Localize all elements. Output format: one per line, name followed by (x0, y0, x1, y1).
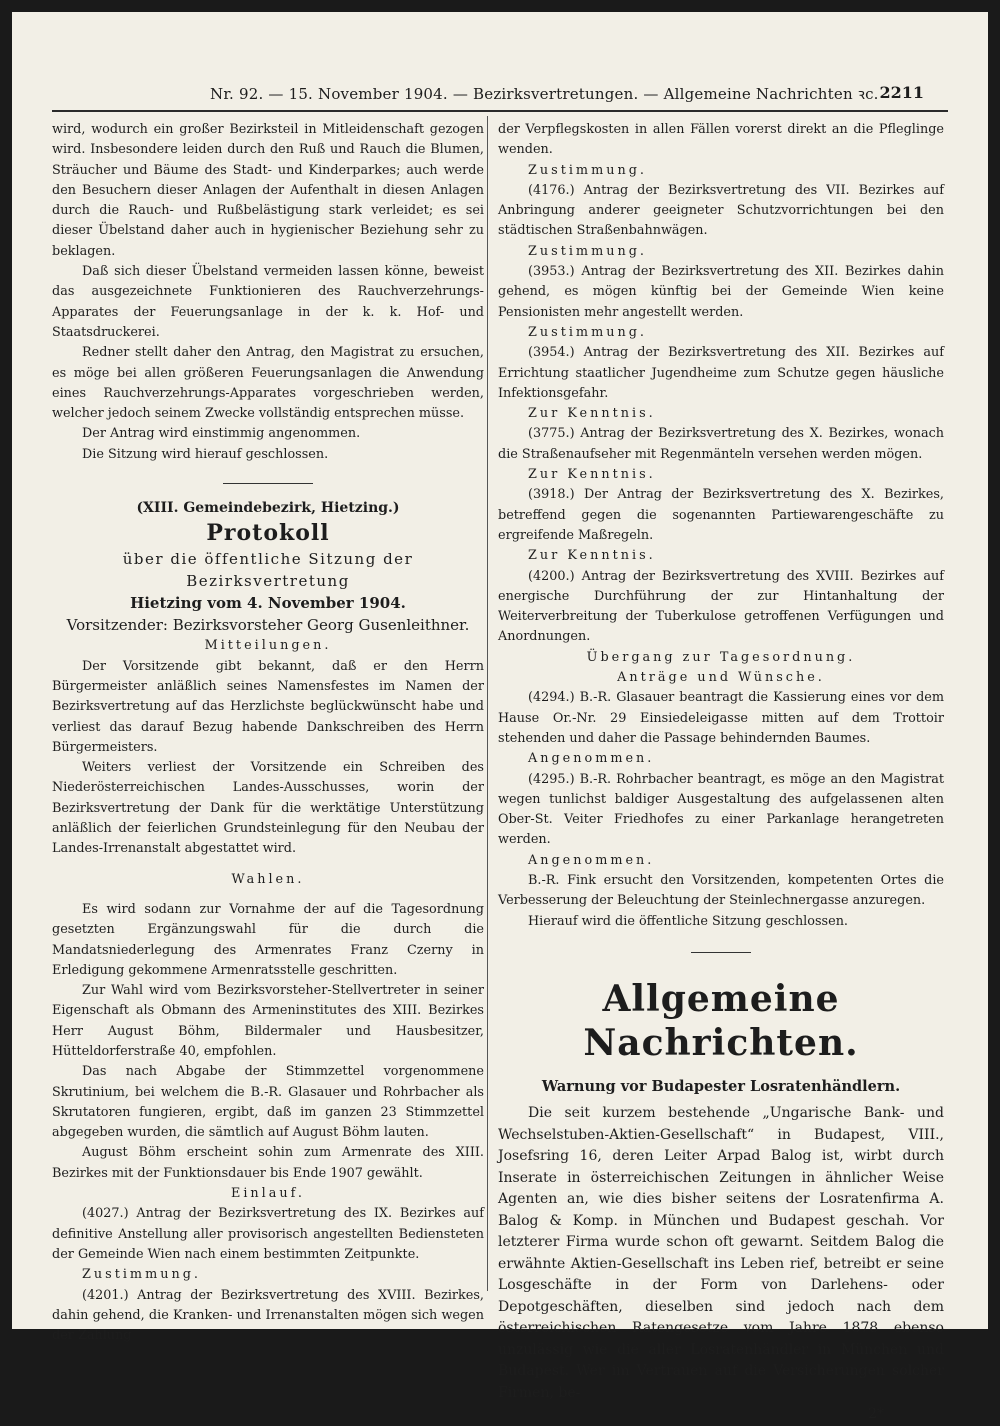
paragraph: Hierauf wird die öffentliche Sitzung geschlossen. (528, 913, 848, 929)
paragraph: (4027.) Antrag der Bezirksvertretung des IX. Bezirkes auf definitive Anstellung aller provisorisch angestellten Bediensteten der Gemeinde Wien nach einem bestimmten Zeitpunkte. (52, 1206, 484, 1262)
paragraph: der Verpflegskosten in allen Fällen vorerst direkt an die Pfleglinge wenden. (498, 122, 944, 158)
section-title: Allgemeine Nachrichten. (583, 977, 859, 1064)
newspaper-page (12, 12, 988, 1423)
right-column (498, 120, 944, 1426)
decision-line: Zustimmung. (82, 1267, 201, 1283)
decision-line: Zur Kenntnis. (528, 406, 656, 422)
subheading-antraege: Anträge und Wünsche. (617, 670, 825, 686)
paragraph: Das nach Abgabe der Stimmzettel vorgenommene Skrutinium, bei welchem die B.-R. Glasauer und Rohrbacher als Skrutatoren fungieren, ergibt, daß im ganzen 23 Stimmzettel abgegeben wurden, die sämtlich auf August Böhm lauten. (52, 1064, 484, 1141)
signature-mark: 2* (868, 1406, 884, 1423)
separator-rule (691, 952, 751, 953)
paragraph: Die Sitzung wird hierauf geschlossen. (82, 446, 329, 462)
paragraph: (3954.) Antrag der Bezirksvertretung des XII. Bezirkes auf Errichtung staatlicher Jugendheime zum Schutze gegen häusliche Infektionsgefahr. (498, 345, 944, 401)
subtitle-line: über die öffentliche Sitzung der Bezirksvertretung (122, 550, 414, 591)
decision-line: Angenommen. (528, 852, 655, 868)
subheading-einlauf: Einlauf. (231, 1186, 305, 1202)
decision-line: Zustimmung. (528, 162, 647, 178)
paragraph: Zur Wahl wird vom Bezirksvorsteher-Stellvertreter in seiner Eigenschaft als Obmann des Armeninstitutes des XIII. Bezirkes Herr August Böhm, Bildermaler und Hausbesitzer, Hütteldorferstraße 40, empfohlen. (52, 983, 484, 1059)
article-title: Warnung vor Budapester Losratenhändlern. (541, 1077, 901, 1095)
page-number: 2211 (879, 83, 924, 102)
decision-line: Angenommen. (528, 751, 655, 767)
paragraph: wird, wodurch ein großer Bezirksteil in Mitleidenschaft gezogen wird. Insbesondere leiden durch den Ruß und Rauch die Blumen, Sträucher und Bäume des Stadt- und Kinderparkes; auch werde den Besuchern dieser Anlagen der Aufenthalt in diesen Anlagen durch die Rauch- und Rußbelästigung stark verleidet; es sei dieser Übelstand daher auch in hygienischer Beziehung sehr zu beklagen. (52, 122, 484, 259)
paragraph: Weiters verliest der Vorsitzende ein Schreiben des Niederösterreichischen Landes-Ausschusses, worin der Bezirksvertretung der Dank für die werktätige Unterstützung anläßlich der feierlichen Grundsteinlegung für den Neubau der Landes-Irrenanstalt abgestattet wird. (52, 760, 484, 857)
protokoll-title: Protokoll (206, 520, 330, 547)
column-divider (487, 116, 488, 1291)
paragraph: Redner stellt daher den Antrag, den Magistrat zu ersuchen, es möge bei allen größeren Feuerungsanlagen die Anwendung eines Rauchverzehrungs-Apparates vorgeschrieben werden, welcher jedoch seinem Zwecke vollständig entsprechen müsse. (52, 345, 484, 422)
chair-line: Vorsitzender: Bezirksvorsteher Georg Gusenleithner. (66, 616, 470, 635)
paragraph: Daß sich dieser Übelstand vermeiden lassen könne, beweist das ausgezeichnete Funktionieren des Rauchverzehrungs-Apparates der Feuerungsanlage in der k. k. Hof- und Staatsdruckerei. (52, 264, 484, 340)
article-paragraph: Die seit kurzem bestehende „Ungarische Bank- und Wechselstuben-Aktien-Gesellschaft“ in Budapest, VIII., Josefsring 16, deren Leiter Arpad Balog ist, wirbt durch Inserate in österreichischen Zeitungen in ähnlicher Weise Agenten an, wie dies bisher seitens der Losratenfirma A. Balog & Komp. in München und Budapest geschah. Vor letzterer Firma wurde schon oft gewarnt. Seitdem Balog die erwähnte Aktien-Gesellschaft ins Leben rief, betreibt er seine Losgeschäfte in der Form von Darlehens- oder Depotgeschäften, dieselben sind jedoch nach dem österreichischen Ratengesetze vom Jahre 1878 ebenso unzulässig wie die aller Losratenhändler in München und Budapest. Wer im Vertrauen auf die Versicherungen solcher Firmen, be- (498, 1105, 944, 1401)
subheading-wahlen: Wahlen. (231, 871, 305, 887)
paragraph: (3918.) Der Antrag der Bezirksvertretung des X. Bezirkes, betreffend gegen die sogenannten Partiewarengeschäfte zu ergreifende Maßregeln. (498, 487, 944, 543)
subtitle-date: Hietzing vom 4. November 1904. (130, 594, 406, 613)
paragraph: (3953.) Antrag der Bezirksvertretung des XII. Bezirkes dahin gehend, es mögen künftig bei der Gemeinde Wien keine Pensionisten mehr angestellt werden. (498, 264, 944, 320)
decision-line: Zur Kenntnis. (528, 467, 656, 483)
decision-line: Zustimmung. (528, 324, 647, 340)
section-heading: (XIII. Gemeindebezirk, Hietzing.) (136, 500, 400, 517)
paragraph: (4295.) B.-R. Rohrbacher beantragt, es möge an den Magistrat wegen tunlichst baldiger Ausgestaltung des aufgelassenen alten Ober-St. Veiter Friedhofes zu einer Parkanlage herangetreten werden. (498, 771, 944, 848)
left-column (52, 120, 484, 1346)
paragraph: Es wird sodann zur Vornahme der auf die Tagesordnung gesetzten Ergänzungswahl für die durch die Mandatsniederlegung des Armenrates Franz Czerny in Erledigung gekommene Armenratsstelle geschritten. (52, 901, 484, 978)
paragraph: (3775.) Antrag der Bezirksvertretung des X. Bezirkes, wonach die Straßenaufseher mit Regenmänteln versehen werden mögen. (498, 426, 944, 462)
paragraph: Der Antrag wird einstimmig angenommen. (82, 426, 361, 442)
paragraph: B.-R. Fink ersucht den Vorsitzenden, kompetenten Ortes die Verbesserung der Beleuchtung der Steinlechnergasse anzuregen. (498, 872, 944, 909)
paragraph: (4201.) Antrag der Bezirksvertretung des XVIII. Bezirkes, dahin gehend, die Kranken- und Irrenanstalten mögen sich wegen der Zahlung (52, 1287, 484, 1344)
decision-line: Zur Kenntnis. (528, 548, 656, 564)
paragraph: (4176.) Antrag der Bezirksvertretung des VII. Bezirkes auf Anbringung anderer geeigneter Schutzvorrichtungen bei den städtischen Straßenbahnwägen. (498, 182, 944, 239)
separator-rule (223, 483, 313, 484)
header-title: Nr. 92. — 15. November 1904. — Bezirksvertretungen. — Allgemeine Nachrichten ꝛc. (210, 85, 879, 103)
page-header (52, 80, 948, 112)
subheading-mitteilungen: Mitteilungen. (204, 638, 332, 654)
decision-line: Zustimmung. (528, 243, 647, 259)
decision-line: Übergang zur Tagesordnung. (586, 649, 856, 665)
paragraph: (4200.) Antrag der Bezirksvertretung des XVIII. Bezirkes auf energische Durchführung der zur Hintanhaltung der Weiterverbreitung der Tuberkulose getroffenen Verfügungen und Anordnungen. (498, 568, 944, 645)
paragraph: Der Vorsitzende gibt bekannt, daß er den Herrn Bürgermeister anläßlich seines Namensfestes im Namen der Bezirksvertretung auf das Herzlichste beglückwünscht habe und verliest das darauf Bezug habende Dankschreiben des Herrn Bürgermeisters. (52, 658, 484, 755)
paragraph: August Böhm erscheint sohin zum Armenrate des XIII. Bezirkes mit der Funktionsdauer bis Ende 1907 gewählt. (52, 1145, 484, 1181)
paragraph: (4294.) B.-R. Glasauer beantragt die Kassierung eines vor dem Hause Or.-Nr. 29 Einsiedeleigasse mitten auf dem Trottoir stehenden und daher die Passage behindernden Baumes. (498, 690, 944, 746)
